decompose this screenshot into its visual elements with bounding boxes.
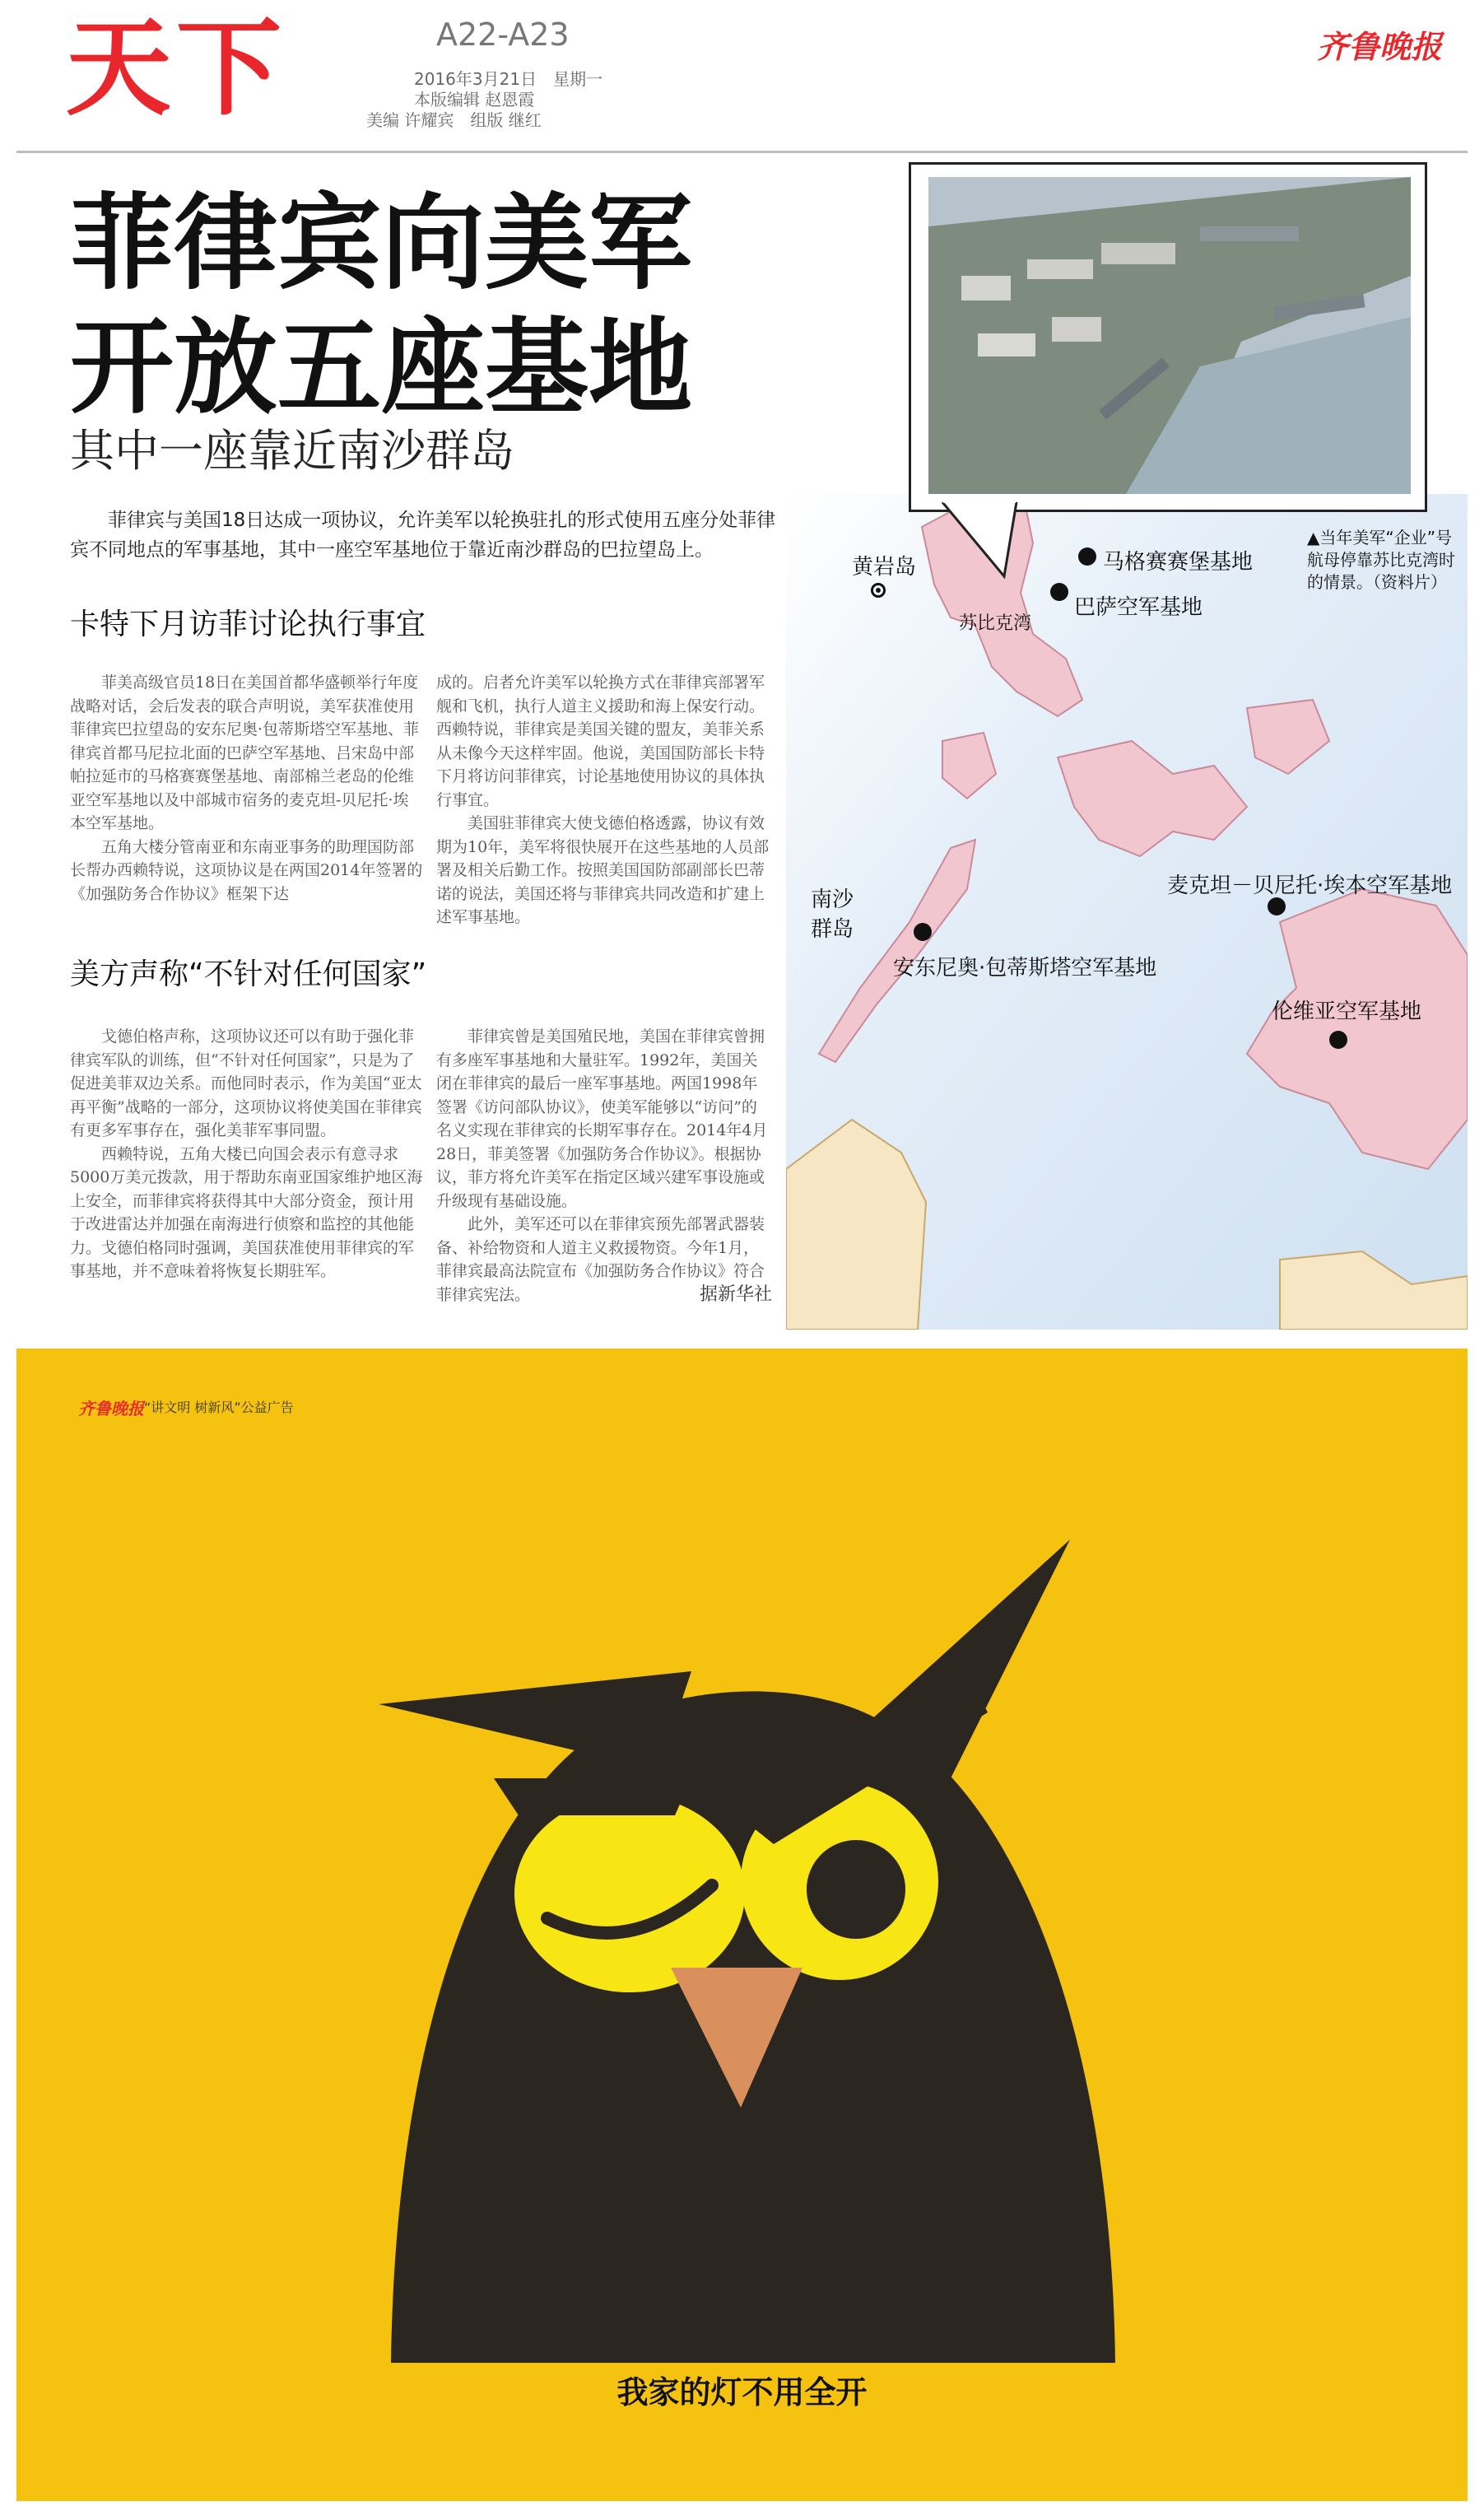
article-source: 据新华社	[700, 1284, 773, 1305]
magsaysay-base-dot	[1078, 547, 1096, 566]
owl-left-ear	[379, 1671, 691, 1770]
lead-paragraph: 菲律宾与美国18日达成一项协议，允许美军以轮换驻扎的形式使用五座分处菲律宾不同地点的军事基地，其中一座空军基地位于靠近南沙群岛的巴拉望岛上。	[70, 510, 776, 561]
section-title: 天下	[66, 7, 287, 130]
map-label-magsaysay: 马格赛赛堡基地	[1103, 550, 1254, 575]
article-column-2	[436, 671, 770, 929]
paragraph: 美国驻菲律宾大使戈德伯格透露，协议有效期为10年，美军将很快展开在这些基地的人员部署及相关后勤工作。按照美国国防部副部长巴蒂诺的说法，美国还将与菲律宾共同改造和扩建上述军事基地。	[436, 814, 770, 926]
subic-bay-photo	[928, 177, 1411, 494]
map-label-lumbia: 伦维亚空军基地	[1272, 999, 1422, 1024]
ad-brand-logo: 齐鲁晚报	[78, 1399, 144, 1419]
section-heading-1: 卡特下月访菲讨论执行事宜	[70, 608, 426, 641]
photo-caption: ▲当年美军“企业”号航母停靠苏比克湾时的情景。（资料片）	[1307, 528, 1455, 592]
headline-line-1: 菲律宾向美军	[70, 183, 692, 304]
harbor-illustration	[928, 177, 1411, 494]
map-label-nansha: 南沙群岛	[811, 887, 854, 943]
masthead-divider	[16, 151, 1468, 153]
paragraph: 菲美高级官员18日在美国首都华盛顿举行年度战略对话，会后发表的联合声明说，美军获准使用菲律宾巴拉望岛的安东尼奥·包蒂斯塔空军基地、菲律宾首都马尼拉北面的巴萨空军基地、吕宋岛中部帕拉延市的马格赛赛堡基地、南部棉兰老岛的伦维亚空军基地以及中部城市宿务的麦克坦-贝尼托·埃本空军基地。	[70, 673, 420, 832]
article-column-3	[70, 1025, 424, 1283]
article-column-1	[70, 671, 424, 906]
headline-line-2: 开放五座基地	[70, 307, 692, 429]
owl-left-brow	[494, 1778, 691, 1815]
photo-callout-pointer	[934, 494, 1033, 585]
huangyan-island-marker	[871, 583, 886, 598]
map-label-huangyan: 黄岩岛	[852, 555, 917, 580]
ad-slogan: 我家的灯不用全开	[616, 2374, 868, 2411]
paragraph: 成的。启者允许美军以轮换方式在菲律宾部署军舰和飞机，执行人道主义援助和海上保安行动。西赖特说，菲律宾是美国关键的盟友，美菲关系从未像今天这样牢固。他说，美国国防部长卡特下月将访问菲律宾，讨论基地使用协议的具体执行事宜。	[436, 673, 765, 809]
section-heading-2: 美方声称“不针对任何国家”	[70, 957, 427, 991]
map-label-basa: 巴萨空军基地	[1074, 595, 1203, 620]
lumbia-base-dot	[1329, 1031, 1347, 1049]
map-label-mactan: 麦克坦－贝尼托·埃本空军基地	[1167, 873, 1453, 898]
paragraph: 西赖特说，五角大楼已向国会表示有意寻求5000万美元拨款，用于帮助东南亚国家维护地区海上安全，而菲律宾将获得其中大部分资金，预计用于改进雷达并加强在南海进行侦察和监控的其他能力。戈德伯格同时强调，美国获准使用菲律宾的军事基地，并不意味着将恢复长期驻军。	[70, 1144, 423, 1280]
paragraph: 戈德伯格声称，这项协议还可以有助于强化菲律宾军队的训练，但“不针对任何国家”，只是为了促进美菲双边关系。而他同时表示，作为美国“亚太再平衡”战略的一部分，这项协议将使美国在菲律宾有更多军事存在，强化美菲军事同盟。	[70, 1027, 422, 1139]
page-range: A22-A23	[436, 16, 570, 53]
headline	[70, 181, 692, 430]
map-label-bautista: 安东尼奥·包蒂斯塔空军基地	[893, 956, 1157, 981]
ad-campaign-label: “讲文明 树新风”公益广告	[144, 1400, 294, 1415]
basa-base-dot	[1050, 583, 1068, 601]
mactan-base-dot	[1268, 897, 1286, 915]
winking-owl-illustration	[346, 1531, 1161, 2420]
paragraph: 菲律宾曾是美国殖民地，美国在菲律宾曾拥有多座军事基地和大量驻军。1992年，美国关闭在菲律宾的最后一座军事基地。两国1998年签署《访问部队协议》，使美军能够以“访问”的名义实现在菲律宾的长期军事存在。2014年4月28日，菲美签署《加强防务合作协议》。根据协议，菲方将允许美军在指定区域兴建军事设施或升级现有基础设施。	[436, 1027, 768, 1210]
owl-pupil	[807, 1840, 905, 1939]
editor-credit: 本版编辑 赵恩霞	[414, 90, 535, 109]
newspaper-brand-logo: 齐鲁晚报	[1317, 28, 1443, 65]
map-label-subic: 苏比克湾	[959, 613, 1032, 634]
paragraph: 此外，美军还可以在菲律宾预先部署武器装备、补给物资和人道主义救援物资。今年1月，菲律宾最高法院宣布《加强防务合作协议》符合菲律宾宪法。	[436, 1215, 765, 1304]
bautista-base-dot	[914, 923, 932, 941]
subheadline: 其中一座靠近南沙群岛	[70, 425, 514, 477]
paragraph: 五角大楼分管南亚和东南亚事务的助理国防部长帮办西赖特说，这项协议是在两国2014年签署的《加强防务合作协议》框架下达	[70, 837, 423, 903]
design-credit: 美编 许耀宾 组版 继红	[366, 110, 542, 130]
article-column-4	[436, 1025, 773, 1307]
issue-date: 2016年3月21日 星期一	[414, 69, 603, 89]
